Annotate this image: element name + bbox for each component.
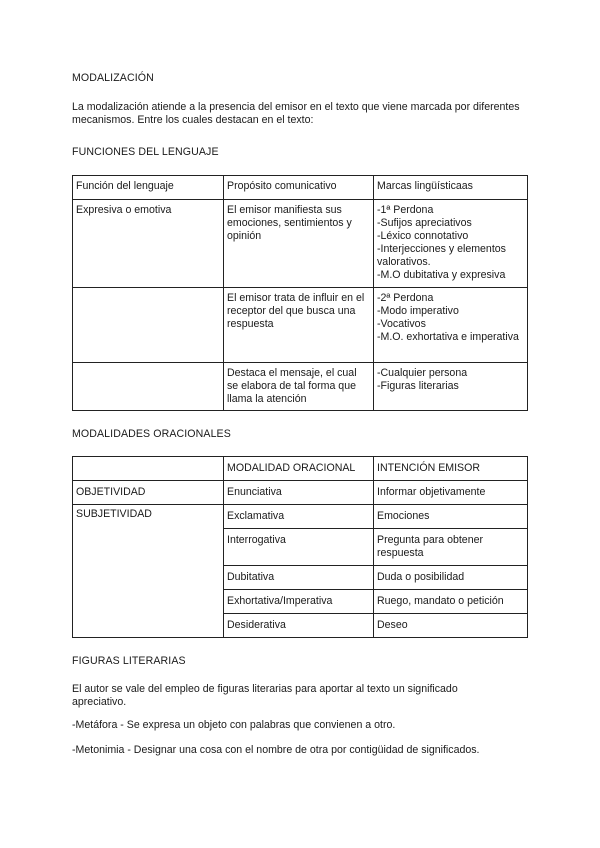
proposito-cell: Destaca el mensaje, el cual se elabora de tal forma que llama la atención bbox=[224, 363, 374, 411]
proposito-cell: El emisor manifiesta sus emociones, sentimientos y opinión bbox=[224, 200, 374, 288]
funciones-heading: FUNCIONES DEL LENGUAJE bbox=[72, 146, 219, 158]
table-row bbox=[73, 481, 528, 505]
modalidad-cell: Dubitativa bbox=[224, 566, 374, 590]
intencion-cell: Ruego, mandato o petición bbox=[374, 590, 528, 614]
intencion-cell: Emociones bbox=[374, 505, 528, 529]
column-header: Propósito comunicativo bbox=[224, 176, 374, 200]
column-header bbox=[73, 457, 224, 481]
modalidad-cell: Exhortativa/Imperativa bbox=[224, 590, 374, 614]
marcas-cell: -1ª Perdona -Sufijos apreciativos -Léxico connotativo -Interjecciones y elementos valorativos. -M.O dubitativa y expresiva bbox=[374, 200, 528, 288]
intencion-cell: Informar objetivamente bbox=[374, 481, 528, 505]
intencion-cell: Pregunta para obtener respuesta bbox=[374, 529, 528, 566]
figura-item-metafora: -Metáfora - Se expresa un objeto con palabras que convienen a otro. bbox=[72, 719, 396, 731]
table-row bbox=[73, 505, 528, 529]
table-row bbox=[73, 200, 528, 288]
table-row bbox=[73, 288, 528, 363]
column-header: Función del lenguaje bbox=[73, 176, 224, 200]
marcas-cell: -2ª Perdona -Modo imperativo -Vocativos -M.O. exhortativa e imperativa bbox=[374, 288, 528, 363]
modalidad-cell: Desiderativa bbox=[224, 614, 374, 638]
intencion-cell: Duda o posibilidad bbox=[374, 566, 528, 590]
funcion-cell bbox=[73, 288, 224, 363]
proposito-cell: El emisor trata de influir en el receptor del que busca una respuesta bbox=[224, 288, 374, 363]
objetividad-cell: OBJETIVIDAD bbox=[73, 481, 224, 505]
modalidades-table bbox=[72, 456, 528, 638]
marcas-cell: -Cualquier persona -Figuras literarias bbox=[374, 363, 528, 411]
subjetividad-cell: SUBJETIVIDAD bbox=[73, 505, 224, 638]
modalidad-cell: Exclamativa bbox=[224, 505, 374, 529]
modalidad-cell: Enunciativa bbox=[224, 481, 374, 505]
table-header-row bbox=[73, 457, 528, 481]
column-header: INTENCIÓN EMISOR bbox=[374, 457, 528, 481]
figuras-heading: FIGURAS LITERARIAS bbox=[72, 655, 186, 667]
figura-item-metonimia: -Metonimia - Designar una cosa con el nombre de otra por contigüidad de significados. bbox=[72, 744, 480, 756]
intencion-cell: Deseo bbox=[374, 614, 528, 638]
column-header: Marcas lingüísticaas bbox=[374, 176, 528, 200]
modalizacion-intro: La modalización atiende a la presencia del emisor en el texto que viene marcada por diferentes mecanismos. Entre los cuales destacan en el texto: bbox=[72, 101, 520, 126]
table-row bbox=[73, 363, 528, 411]
funcion-cell: Expresiva o emotiva bbox=[73, 200, 224, 288]
modalidades-heading: MODALIDADES ORACIONALES bbox=[72, 428, 231, 440]
modalidad-cell: Interrogativa bbox=[224, 529, 374, 566]
funcion-cell bbox=[73, 363, 224, 411]
modalizacion-heading: MODALIZACIÓN bbox=[72, 72, 154, 84]
column-header: MODALIDAD ORACIONAL bbox=[224, 457, 374, 481]
figuras-intro: El autor se vale del empleo de figuras literarias para aportar al texto un significado apreciativo. bbox=[72, 683, 458, 708]
funciones-table bbox=[72, 175, 528, 411]
table-header-row bbox=[73, 176, 528, 200]
